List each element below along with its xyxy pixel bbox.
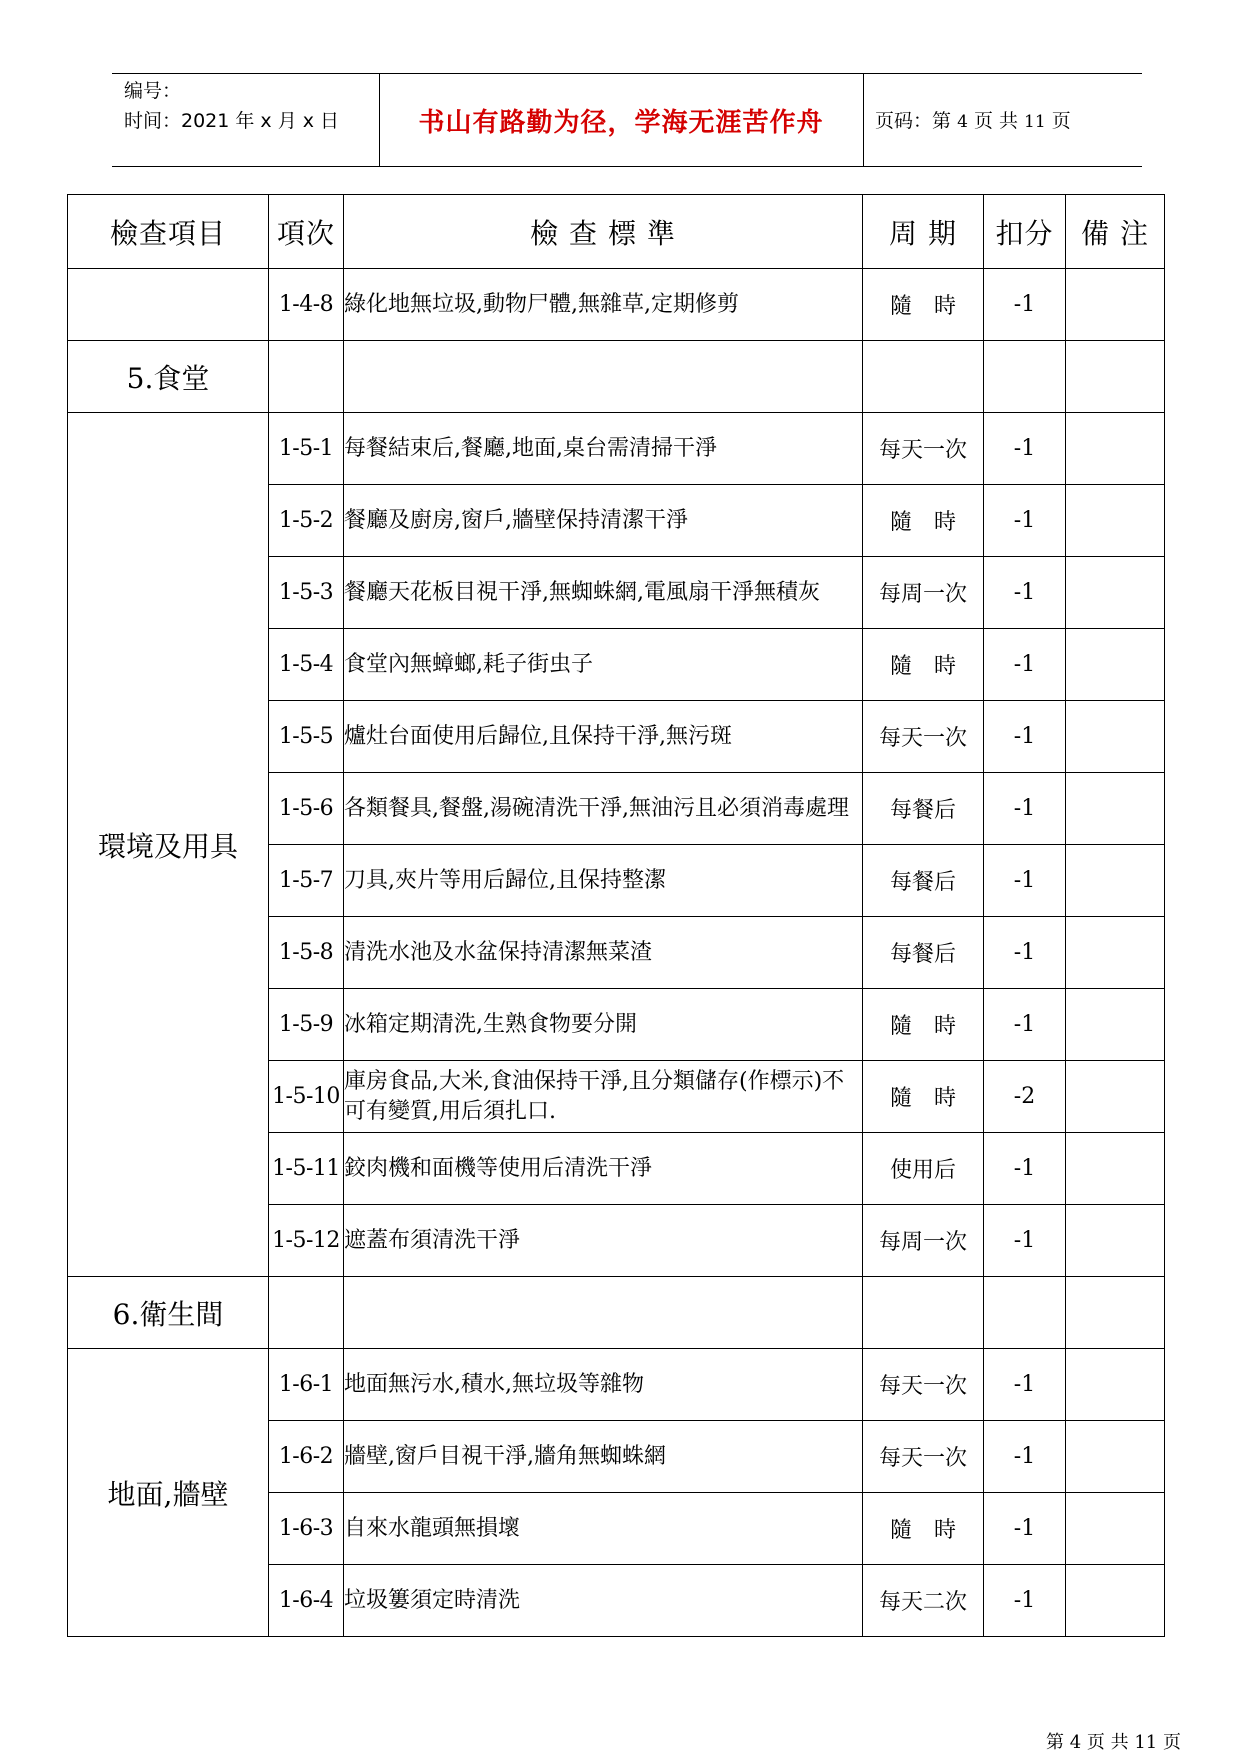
header-motto: 书山有路勤为径，学海无涯苦作舟: [418, 108, 824, 138]
item-deduction: -1: [984, 773, 1066, 845]
item-code: 1-5-10: [269, 1061, 344, 1133]
item-standard: 餐廳及廚房,窗戶,牆壁保持清潔干淨: [344, 485, 863, 557]
item-standard: 自來水龍頭無損壞: [344, 1493, 863, 1565]
section-row: [68, 341, 1165, 413]
empty-cell: [269, 341, 344, 413]
table-row: [68, 1349, 1165, 1421]
footer-current: 4: [1069, 1732, 1082, 1753]
page-prefix: 页码：第: [875, 110, 952, 132]
item-code: 1-5-4: [269, 629, 344, 701]
col-header-period: 周 期: [863, 195, 984, 269]
item-code: 1-5-7: [269, 845, 344, 917]
footer-suffix: 页: [1163, 1732, 1181, 1753]
item-period: 每餐后: [863, 845, 984, 917]
section-title: 6.衛生間: [68, 1277, 269, 1349]
item-deduction: -1: [984, 701, 1066, 773]
item-standard: 各類餐具,餐盤,湯碗清洗干淨,無油污且必須消毒處理: [344, 773, 863, 845]
item-deduction: -1: [984, 917, 1066, 989]
item-note: [1066, 917, 1165, 989]
item-deduction: -2: [984, 1061, 1066, 1133]
item-period: 每餐后: [863, 917, 984, 989]
item-code: 1-5-5: [269, 701, 344, 773]
col-header-deduction: 扣分: [984, 195, 1066, 269]
item-period: 隨 時: [863, 269, 984, 341]
item-code: 1-5-1: [269, 413, 344, 485]
empty-cell: [269, 1277, 344, 1349]
item-note: [1066, 629, 1165, 701]
empty-cell: [863, 1277, 984, 1349]
item-period: 使用后: [863, 1133, 984, 1205]
item-note: [1066, 1133, 1165, 1205]
item-standard: 遮蓋布須清洗干淨: [344, 1205, 863, 1277]
item-deduction: -1: [984, 1421, 1066, 1493]
item-note: [1066, 1061, 1165, 1133]
section-title: 5.食堂: [68, 341, 269, 413]
item-note: [1066, 557, 1165, 629]
empty-cell: [344, 341, 863, 413]
item-note: [1066, 1205, 1165, 1277]
empty-cell: [984, 341, 1066, 413]
item-deduction: -1: [984, 485, 1066, 557]
item-code: 1-6-2: [269, 1421, 344, 1493]
item-code: 1-6-3: [269, 1493, 344, 1565]
item-period: 隨 時: [863, 1061, 984, 1133]
item-note: [1066, 1349, 1165, 1421]
item-note: [1066, 701, 1165, 773]
item-code: 1-5-9: [269, 989, 344, 1061]
item-standard: 地面無污水,積水,無垃圾等雜物: [344, 1349, 863, 1421]
section-row: [68, 1277, 1165, 1349]
item-period: 每周一次: [863, 557, 984, 629]
item-note: [1066, 413, 1165, 485]
empty-cell: [984, 1277, 1066, 1349]
footer-prefix: 第: [1045, 1732, 1064, 1753]
item-standard: 垃圾簍須定時清洗: [344, 1565, 863, 1637]
item-period: 每天一次: [863, 1349, 984, 1421]
item-standard: 刀具,夾片等用后歸位,且保持整潔: [344, 845, 863, 917]
item-period: 隨 時: [863, 629, 984, 701]
item-code: 1-6-4: [269, 1565, 344, 1637]
item-standard: 餐廳天花板目視干淨,無蜘蛛網,電風扇干淨無積灰: [344, 557, 863, 629]
table-row: [68, 413, 1165, 485]
footer-total: 11: [1134, 1732, 1158, 1753]
item-deduction: -1: [984, 557, 1066, 629]
category-cell: [68, 269, 269, 341]
page-total: 11: [1024, 112, 1046, 132]
item-standard: 冰箱定期清洗,生熟食物要分開: [344, 989, 863, 1061]
item-note: [1066, 845, 1165, 917]
item-standard: 庫房食品,大米,食油保持干淨,且分類儲存(作標示)不可有變質,用后須扎口.: [344, 1061, 863, 1133]
item-standard: 牆壁,窗戶目視干淨,牆角無蜘蛛網: [344, 1421, 863, 1493]
item-code: 1-6-1: [269, 1349, 344, 1421]
item-note: [1066, 485, 1165, 557]
empty-cell: [863, 341, 984, 413]
item-note: [1066, 1421, 1165, 1493]
item-deduction: -1: [984, 1565, 1066, 1637]
table-row: [68, 269, 1165, 341]
page-current: 4: [957, 112, 968, 132]
item-period: 每天二次: [863, 1565, 984, 1637]
header-page-indicator: [875, 106, 1071, 133]
footer-middle: 页 共: [1086, 1732, 1129, 1753]
header-divider: [863, 73, 864, 166]
item-code: 1-4-8: [269, 269, 344, 341]
document-date: 时间：2021 年 x 月 x 日: [124, 110, 340, 132]
item-code: 1-5-8: [269, 917, 344, 989]
page-suffix: 页: [1051, 110, 1071, 132]
col-header-standard: 檢 查 標 準: [344, 195, 863, 269]
item-period: 每天一次: [863, 1421, 984, 1493]
item-standard: 每餐結束后,餐廳,地面,桌台需清掃干淨: [344, 413, 863, 485]
item-period: 每天一次: [863, 701, 984, 773]
page-middle: 页 共: [973, 110, 1018, 132]
document-number-label: 编号：: [124, 80, 182, 102]
item-note: [1066, 1493, 1165, 1565]
item-standard: 食堂內無蟑螂,耗子街虫子: [344, 629, 863, 701]
item-standard: 爐灶台面使用后歸位,且保持干淨,無污斑: [344, 701, 863, 773]
item-period: 隨 時: [863, 485, 984, 557]
empty-cell: [1066, 341, 1165, 413]
item-period: 每周一次: [863, 1205, 984, 1277]
item-deduction: -1: [984, 989, 1066, 1061]
item-standard: 綠化地無垃圾,動物尸體,無雜草,定期修剪: [344, 269, 863, 341]
empty-cell: [1066, 1277, 1165, 1349]
item-code: 1-5-6: [269, 773, 344, 845]
item-deduction: -1: [984, 413, 1066, 485]
item-code: 1-5-3: [269, 557, 344, 629]
category-cell: 地面,牆壁: [68, 1349, 269, 1637]
item-period: 隨 時: [863, 1493, 984, 1565]
item-note: [1066, 773, 1165, 845]
item-deduction: -1: [984, 1205, 1066, 1277]
col-header-code: 項次: [269, 195, 344, 269]
inspection-table: [67, 194, 1165, 1637]
header-top-rule: [112, 73, 1142, 74]
item-standard: 清洗水池及水盆保持清潔無菜渣: [344, 917, 863, 989]
category-cell: 環境及用具: [68, 413, 269, 1277]
item-deduction: -1: [984, 629, 1066, 701]
col-header-note: 備 注: [1066, 195, 1165, 269]
item-note: [1066, 989, 1165, 1061]
item-deduction: -1: [984, 845, 1066, 917]
item-code: 1-5-11: [269, 1133, 344, 1205]
empty-cell: [344, 1277, 863, 1349]
table-header-row: [68, 195, 1165, 269]
item-code: 1-5-12: [269, 1205, 344, 1277]
item-note: [1066, 1565, 1165, 1637]
item-period: 隨 時: [863, 989, 984, 1061]
item-deduction: -1: [984, 269, 1066, 341]
item-deduction: -1: [984, 1349, 1066, 1421]
footer-page-indicator: [1046, 1728, 1181, 1754]
item-period: 每餐后: [863, 773, 984, 845]
item-deduction: -1: [984, 1133, 1066, 1205]
header-bottom-rule: [112, 166, 1142, 167]
col-header-item: 檢查項目: [68, 195, 269, 269]
header-meta: [124, 76, 339, 136]
item-period: 每天一次: [863, 413, 984, 485]
item-note: [1066, 269, 1165, 341]
item-code: 1-5-2: [269, 485, 344, 557]
item-standard: 鉸肉機和面機等使用后清洗干淨: [344, 1133, 863, 1205]
item-deduction: -1: [984, 1493, 1066, 1565]
